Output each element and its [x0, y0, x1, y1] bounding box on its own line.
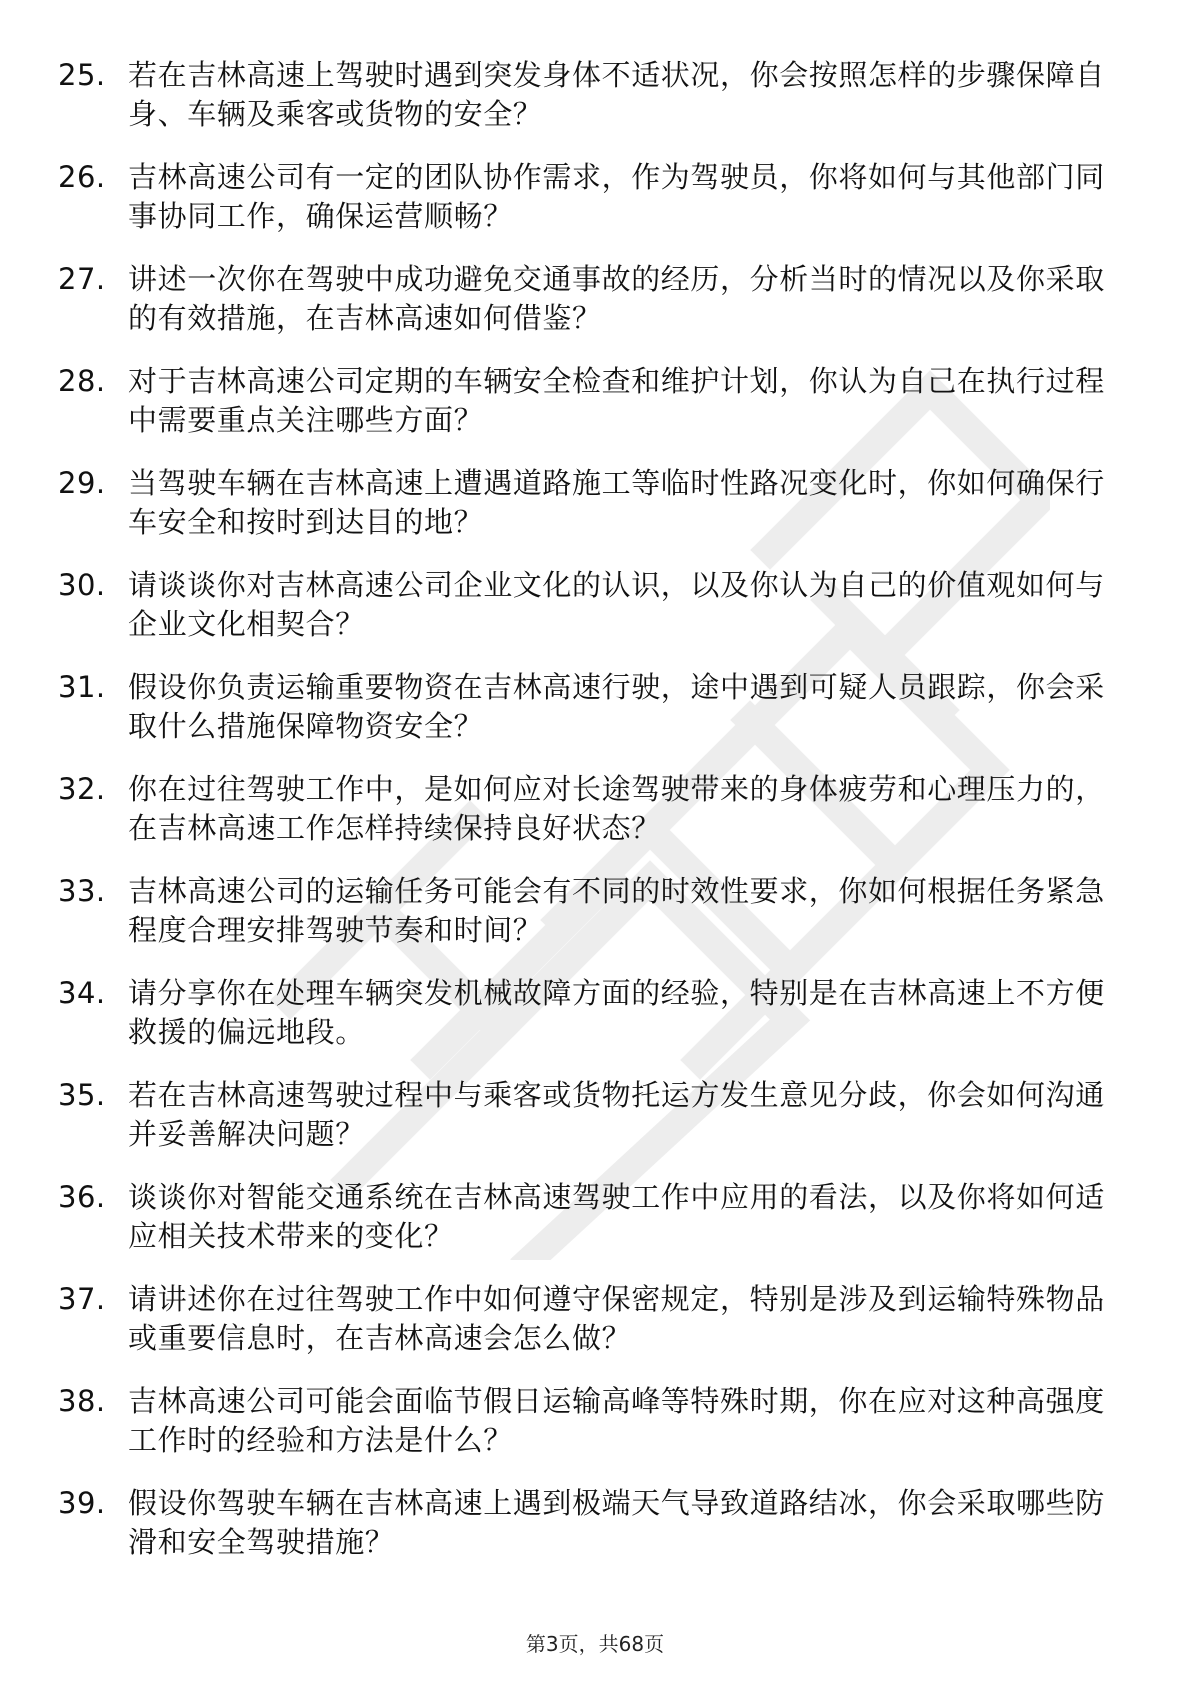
question-text: 吉林高速公司有一定的团队协作需求，作为驾驶员，你将如何与其他部门同事协同工作，确保运营顺畅？: [128, 160, 1105, 233]
list-item: [58, 1484, 1118, 1586]
list-item: [58, 974, 1118, 1076]
question-text: 讲述一次你在驾驶中成功避免交通事故的经历，分析当时的情况以及你采取的有效措施，在吉林高速如何借鉴？: [128, 262, 1105, 335]
question-text: 假设你负责运输重要物资在吉林高速行驶，途中遇到可疑人员跟踪，你会采取什么措施保障物资安全？: [128, 670, 1105, 743]
list-item: [58, 1280, 1118, 1382]
question-number: 34.: [58, 976, 106, 1010]
question-text: 请谈谈你对吉林高速公司企业文化的认识，以及你认为自己的价值观如何与企业文化相契合？: [128, 568, 1105, 641]
list-item: [58, 566, 1118, 668]
question-text: 请分享你在处理车辆突发机械故障方面的经验，特别是在吉林高速上不方便救援的偏远地段。: [128, 976, 1105, 1049]
list-item: [58, 1178, 1118, 1280]
question-number: 30.: [58, 568, 106, 602]
question-number: 25.: [58, 58, 106, 92]
question-text: 吉林高速公司可能会面临节假日运输高峰等特殊时期，你在应对这种高强度工作时的经验和方法是什么？: [128, 1384, 1105, 1457]
question-text: 请讲述你在过往驾驶工作中如何遵守保密规定，特别是涉及到运输特殊物品或重要信息时，在吉林高速会怎么做？: [128, 1282, 1105, 1355]
question-number: 33.: [58, 874, 106, 908]
list-item: [58, 158, 1118, 260]
page-number: 第3页，共68页: [525, 1632, 665, 1656]
question-number: 29.: [58, 466, 106, 500]
list-item: [58, 464, 1118, 566]
question-text: 吉林高速公司的运输任务可能会有不同的时效性要求，你如何根据任务紧急程度合理安排驾驶节奏和时间？: [128, 874, 1105, 947]
question-text: 假设你驾驶车辆在吉林高速上遇到极端天气导致道路结冰，你会采取哪些防滑和安全驾驶措施？: [128, 1486, 1105, 1559]
list-item: [58, 56, 1118, 158]
question-number: 35.: [58, 1078, 106, 1112]
question-number: 31.: [58, 670, 106, 704]
question-text: 你在过往驾驶工作中，是如何应对长途驾驶带来的身体疲劳和心理压力的，在吉林高速工作怎样持续保持良好状态？: [128, 772, 1105, 845]
question-number: 32.: [58, 772, 106, 806]
list-item: [58, 362, 1118, 464]
question-text: 对于吉林高速公司定期的车辆安全检查和维护计划，你认为自己在执行过程中需要重点关注哪些方面？: [128, 364, 1105, 437]
question-text: 谈谈你对智能交通系统在吉林高速驾驶工作中应用的看法，以及你将如何适应相关技术带来的变化？: [128, 1180, 1105, 1253]
question-text: 若在吉林高速上驾驶时遇到突发身体不适状况，你会按照怎样的步骤保障自身、车辆及乘客或货物的安全？: [128, 58, 1105, 131]
question-number: 36.: [58, 1180, 106, 1214]
list-item: [58, 1382, 1118, 1484]
question-text: 当驾驶车辆在吉林高速上遭遇道路施工等临时性路况变化时，你如何确保行车安全和按时到达目的地？: [128, 466, 1105, 539]
list-item: [58, 770, 1118, 872]
list-item: [58, 872, 1118, 974]
list-item: [58, 1076, 1118, 1178]
question-number: 27.: [58, 262, 106, 296]
question-list: [58, 56, 1118, 1586]
question-number: 37.: [58, 1282, 106, 1316]
list-item: [58, 260, 1118, 362]
question-number: 39.: [58, 1486, 106, 1520]
question-number: 28.: [58, 364, 106, 398]
question-number: 38.: [58, 1384, 106, 1418]
list-item: [58, 668, 1118, 770]
question-text: 若在吉林高速驾驶过程中与乘客或货物托运方发生意见分歧，你会如何沟通并妥善解决问题？: [128, 1078, 1105, 1151]
question-number: 26.: [58, 160, 106, 194]
